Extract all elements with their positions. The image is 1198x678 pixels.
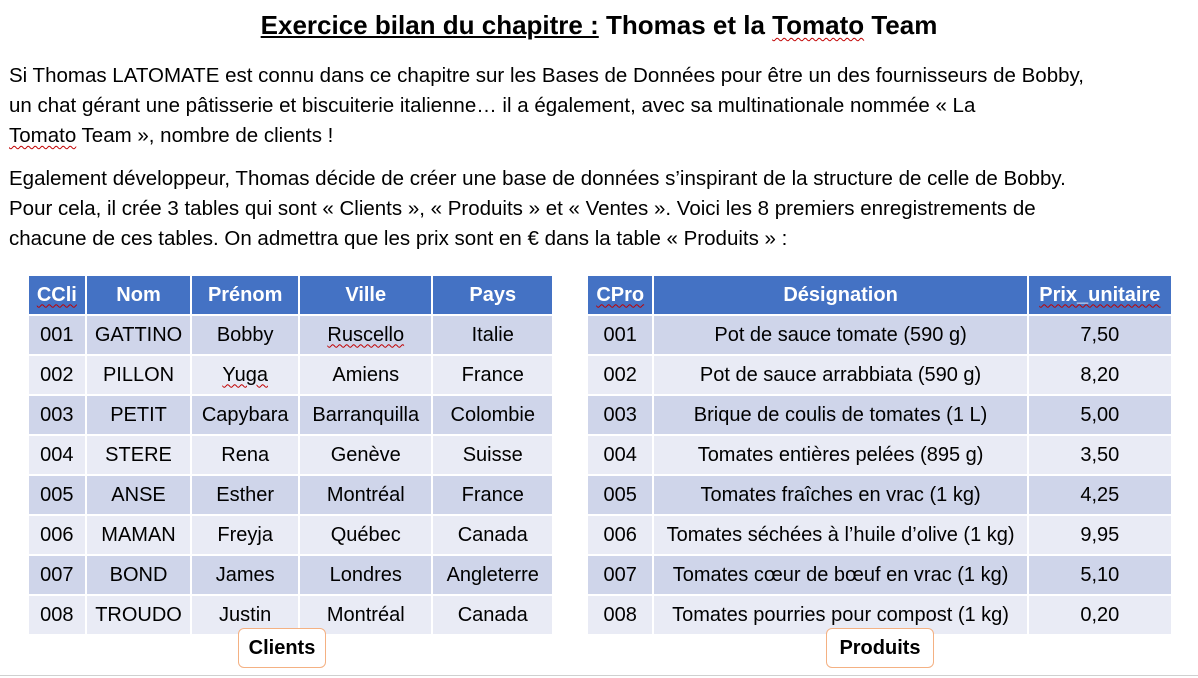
intro-line-3 [9, 121, 1189, 151]
clients-header-row [28, 275, 553, 315]
table-row [587, 475, 1172, 515]
header-text: CPro [596, 283, 645, 306]
description-paragraph [9, 164, 1189, 254]
clients-body [28, 315, 553, 635]
table-cell [299, 315, 433, 355]
table-cell: Rena [191, 435, 299, 475]
table-row [28, 435, 553, 475]
table-row [587, 315, 1172, 355]
table-cell: 005 [28, 475, 86, 515]
table-cell: 006 [587, 515, 653, 555]
table-cell: PETIT [86, 395, 192, 435]
table-cell: 007 [28, 555, 86, 595]
table-cell: France [432, 355, 553, 395]
table-cell: Tomates entières pelées (895 g) [653, 435, 1027, 475]
clients-header-pays: Pays [432, 275, 553, 315]
table-cell: 001 [28, 315, 86, 355]
table-cell: France [432, 475, 553, 515]
table-cell: 3,50 [1028, 435, 1172, 475]
cell-text: Ruscello [327, 323, 405, 346]
table-cell: Suisse [432, 435, 553, 475]
table-row [28, 355, 553, 395]
produits-table [586, 274, 1173, 636]
table-cell: Montréal [299, 475, 433, 515]
intro-line-3-b: Team », nombre de clients ! [76, 124, 334, 147]
table-cell: Québec [299, 515, 433, 555]
table-cell: 008 [587, 595, 653, 635]
table-row [587, 515, 1172, 555]
produits-body [587, 315, 1172, 635]
bottom-divider [0, 675, 1198, 676]
title-part1: Exercice bilan du chapitre : [260, 10, 599, 40]
table-row [587, 395, 1172, 435]
table-cell: Tomates fraîches en vrac (1 kg) [653, 475, 1027, 515]
title-part2-b: Tomato [772, 10, 865, 40]
table-cell: Pot de sauce arrabbiata (590 g) [653, 355, 1027, 395]
produits-header-designation: Désignation [653, 275, 1027, 315]
table-cell: 9,95 [1028, 515, 1172, 555]
table-cell: Pot de sauce tomate (590 g) [653, 315, 1027, 355]
table-cell: Canada [432, 515, 553, 555]
table-cell: 7,50 [1028, 315, 1172, 355]
table-cell: Brique de coulis de tomates (1 L) [653, 395, 1027, 435]
header-text: CCli [36, 283, 77, 306]
produits-header-row [587, 275, 1172, 315]
table-cell: Esther [191, 475, 299, 515]
table-cell: Angleterre [432, 555, 553, 595]
intro-line-1: Si Thomas LATOMATE est connu dans ce chapitre sur les Bases de Données pour être un des fournisseurs de Bobby, [9, 64, 1084, 87]
header-text: Prix_unitaire [1039, 283, 1161, 306]
table-row [587, 555, 1172, 595]
table-cell: 006 [28, 515, 86, 555]
table-row [28, 555, 553, 595]
description-line-2: Pour cela, il crée 3 tables qui sont « Clients », « Produits » et « Ventes ». Voici les 8 premiers enregistrements de [9, 197, 1036, 220]
table-cell: BOND [86, 555, 192, 595]
title-part2-c: Team [864, 10, 938, 40]
table-cell: 003 [587, 395, 653, 435]
intro-line-3-a: Tomato [9, 124, 77, 147]
title-part2 [606, 10, 937, 40]
table-cell: STERE [86, 435, 192, 475]
table-cell: 5,00 [1028, 395, 1172, 435]
table-row [587, 355, 1172, 395]
table-cell: ANSE [86, 475, 192, 515]
table-cell: Capybara [191, 395, 299, 435]
table-cell: Tomates cœur de bœuf en vrac (1 kg) [653, 555, 1027, 595]
table-cell: PILLON [86, 355, 192, 395]
clients-header-ccli [28, 275, 86, 315]
table-row [28, 395, 553, 435]
table-cell: 002 [28, 355, 86, 395]
table-cell: James [191, 555, 299, 595]
table-cell: 004 [587, 435, 653, 475]
table-cell: 003 [28, 395, 86, 435]
table-cell: 004 [28, 435, 86, 475]
table-cell: 001 [587, 315, 653, 355]
table-cell: Colombie [432, 395, 553, 435]
page-title [0, 8, 1198, 42]
table-cell: Tomates pourries pour compost (1 kg) [653, 595, 1027, 635]
table-cell: Barranquilla [299, 395, 433, 435]
table-row [28, 475, 553, 515]
table-cell: Freyja [191, 515, 299, 555]
clients-header-prenom: Prénom [191, 275, 299, 315]
table-cell: Montréal [299, 595, 433, 635]
intro-paragraph [9, 61, 1189, 151]
produits-header-prix [1028, 275, 1172, 315]
clients-header-nom: Nom [86, 275, 192, 315]
table-cell: 5,10 [1028, 555, 1172, 595]
table-cell: Genève [299, 435, 433, 475]
table-cell: 002 [587, 355, 653, 395]
table-cell: Italie [432, 315, 553, 355]
table-cell: TROUDO [86, 595, 192, 635]
table-cell: 0,20 [1028, 595, 1172, 635]
table-cell: GATTINO [86, 315, 192, 355]
table-cell: Canada [432, 595, 553, 635]
produits-caption: Produits [826, 628, 934, 668]
clients-table [27, 274, 554, 636]
table-cell: MAMAN [86, 515, 192, 555]
table-cell: Bobby [191, 315, 299, 355]
title-part2-a: Thomas et la [606, 10, 773, 40]
description-line-1: Egalement développeur, Thomas décide de créer une base de données s’inspirant de la structure de celle de Bobby. [9, 167, 1066, 190]
table-cell: Tomates séchées à l’huile d’olive (1 kg) [653, 515, 1027, 555]
table-cell: 8,20 [1028, 355, 1172, 395]
table-cell: 4,25 [1028, 475, 1172, 515]
intro-line-2: un chat gérant une pâtisserie et biscuiterie italienne… il a également, avec sa multinationale nommée « La [9, 94, 976, 117]
table-row [587, 435, 1172, 475]
table-row [28, 315, 553, 355]
clients-header-ville: Ville [299, 275, 433, 315]
table-cell [191, 355, 299, 395]
table-cell: 005 [587, 475, 653, 515]
cell-text: Yuga [222, 363, 268, 386]
produits-header-cpro [587, 275, 653, 315]
table-cell: Londres [299, 555, 433, 595]
description-line-3: chacune de ces tables. On admettra que les prix sont en € dans la table « Produits » : [9, 227, 788, 250]
table-cell: 008 [28, 595, 86, 635]
clients-caption: Clients [238, 628, 326, 668]
table-cell: Justin [191, 595, 299, 635]
table-cell: 007 [587, 555, 653, 595]
table-cell: Amiens [299, 355, 433, 395]
table-row [28, 515, 553, 555]
